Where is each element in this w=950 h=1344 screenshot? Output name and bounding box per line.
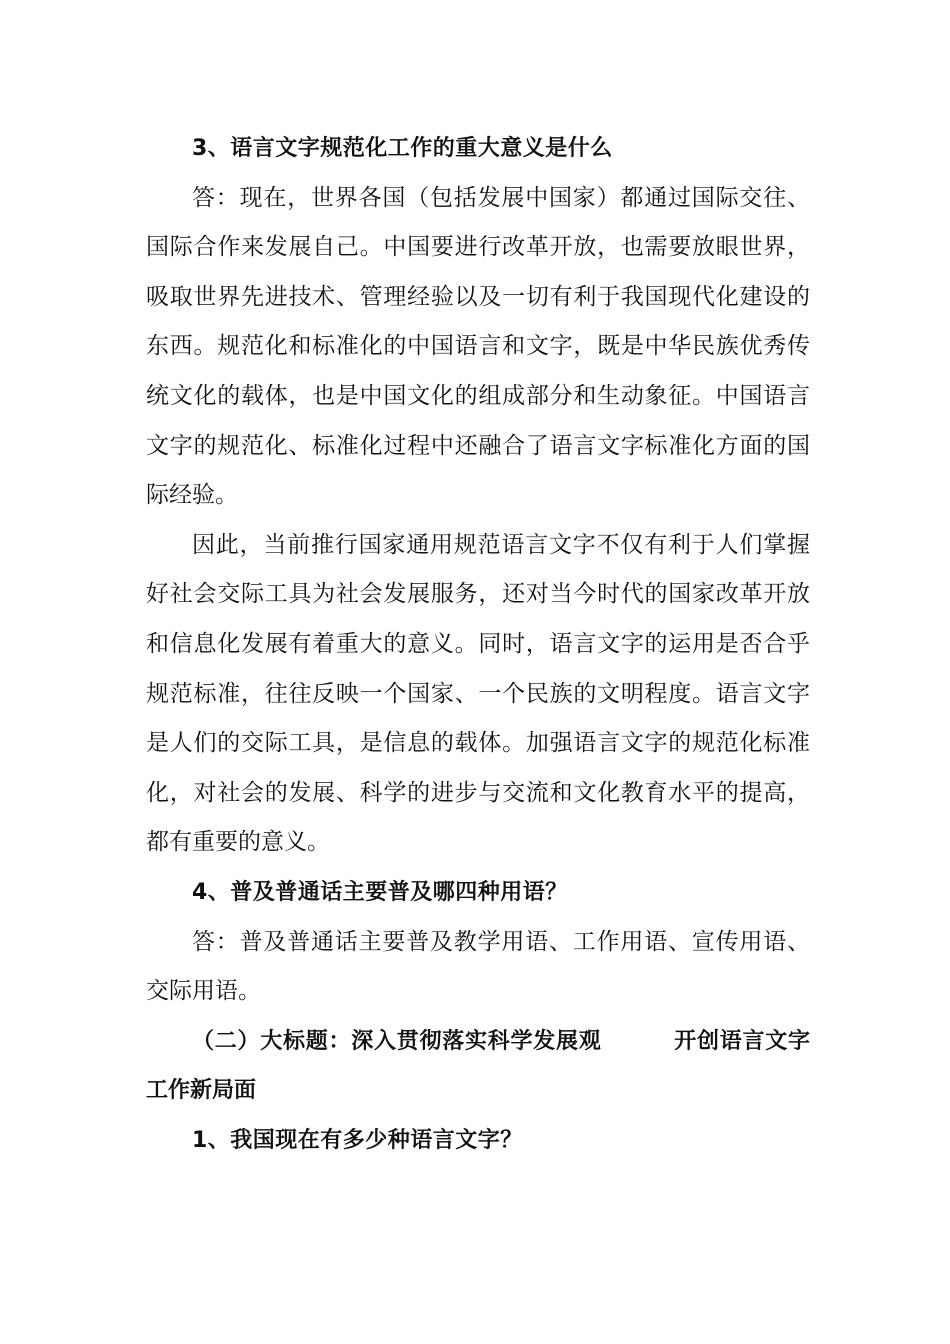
question-3-title: 3、语言文字规范化工作的重大意义是什么: [192, 136, 613, 161]
question-4-title: 4、普及普通话主要普及哪四种用语？: [192, 879, 568, 905]
section-heading-part-2: 开创语言文字工作新局面: [146, 1028, 810, 1104]
question-3-answer-paragraph-1: 答：现在，世界各国（包括发展中国家）都通过国际交往、国际合作来发展自己。中国要进行改革开放，也需要放眼世界，吸取世界先进技术、管理经验以及一切有利于我国现代化建设的东西。规范化和标准化的中国语言和文字，既是中华民族优秀传统文化的载体，也是中国文化的组成部分和生动象征。中国语言文字的规范化、标准化过程中还融合了语言文字标准化方面的国际经验。: [146, 184, 810, 509]
question-1-title: 1、我国现在有多少种语言文字？: [192, 1127, 523, 1153]
section-heading-part-1: （二）大标题：深入贯彻落实科学发展观: [192, 1028, 602, 1054]
question-4-answer: 答：普及普通话主要普及教学用语、工作用语、宣传用语、交际用语。: [146, 928, 810, 1005]
section-heading: [146, 1017, 810, 1116]
question-3-answer-paragraph-2: 因此，当前推行国家通用规范语言文字不仅有利于人们掌握好社会交际工具为社会发展服务，还对当今时代的国家改革开放和信息化发展有着重大的意义。同时，语言文字的运用是否合乎规范标准，往往反映一个国家、一个民族的文明程度。语言文字是人们的交际工具，是信息的载体。加强语言文字的规范化标准化，对社会的发展、科学的进步与交流和文化教育水平的提高，都有重要的意义。: [146, 531, 810, 856]
document-body: [146, 124, 810, 1165]
